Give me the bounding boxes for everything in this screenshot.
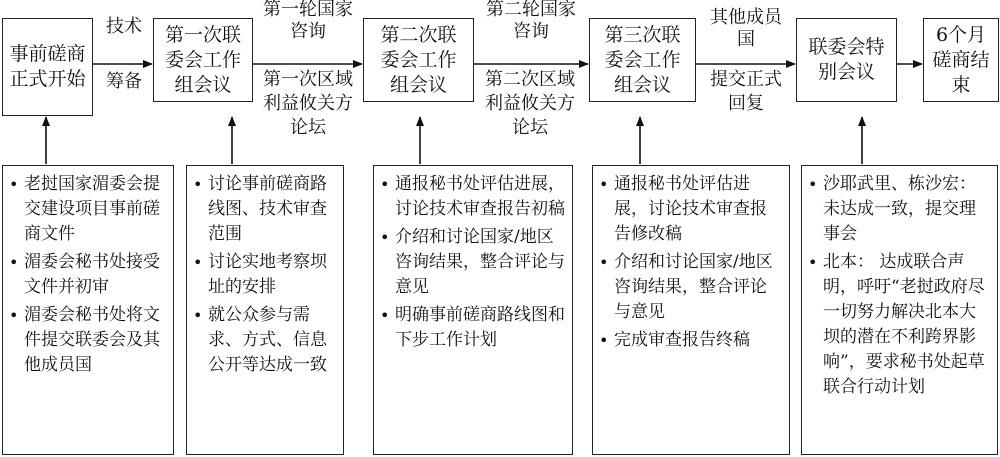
detail-list bbox=[193, 172, 337, 378]
detail-item: • 明确事前磋商路线图和下步工作计划 bbox=[380, 303, 566, 353]
detail-item: • 通报秘书处评估进展，讨论技术审查报告初稿 bbox=[380, 172, 566, 222]
detail-box-consultation-start bbox=[2, 165, 174, 455]
stage-label: 6个月磋商结束 bbox=[932, 23, 990, 96]
detail-item: • 讨论实地考察坝址的安排 bbox=[193, 250, 337, 300]
detail-box-second-meeting bbox=[373, 165, 573, 455]
stage-consultation-start bbox=[2, 18, 93, 116]
detail-item: • 老挝国家湄委会提交建设项目事前磋商文件 bbox=[9, 172, 167, 247]
transition-label-bottom: 提交正式回复 bbox=[710, 69, 782, 114]
detail-list bbox=[9, 172, 167, 378]
detail-item: • 通报秘书处评估进展，讨论技术审查报告修改稿 bbox=[599, 172, 783, 247]
detail-item: • 介绍和讨论国家/地区咨询结果，整合评论与意见 bbox=[599, 250, 783, 325]
transition-label-bottom: 第一次区域利益攸关方论坛 bbox=[263, 69, 353, 138]
transition-label-top: 技术 bbox=[106, 16, 142, 37]
detail-item: • 沙耶武里、栋沙宏：未达成一致，提交理事会 bbox=[808, 172, 991, 247]
detail-list bbox=[808, 172, 991, 400]
stage-consultation-end bbox=[923, 18, 999, 102]
stage-label: 第一次联委会工作组会议 bbox=[164, 23, 241, 96]
transition-label-top: 其他成员国 bbox=[710, 7, 782, 50]
stage-label: 联委会特别会议 bbox=[808, 36, 885, 83]
detail-item: • 湄委会秘书处接受文件并初审 bbox=[9, 250, 167, 300]
detail-item: • 湄委会秘书处将文件提交联委会及其他成员国 bbox=[9, 303, 167, 378]
detail-item: • 讨论事前磋商路线图、技术审查范围 bbox=[193, 172, 337, 247]
detail-list bbox=[380, 172, 566, 353]
stage-first-jc-working-group bbox=[153, 18, 253, 102]
detail-item: • 北本： 达成联合声明，呼吁“老挝政府尽一切努力解决北本大坝的潜在不利跨界影响”，要求秘书处起草联合行动计划 bbox=[808, 250, 991, 400]
transition-label-bottom: 筹备 bbox=[106, 71, 142, 92]
detail-item: • 介绍和讨论国家/地区咨询结果，整合评论与意见 bbox=[380, 225, 566, 300]
detail-item: • 就公众参与需求、方式、信息公开等达成一致 bbox=[193, 303, 337, 378]
stage-label: 第三次联委会工作组会议 bbox=[604, 23, 681, 96]
transition-label-top: 第二轮国家咨询 bbox=[486, 0, 576, 42]
transition-label-bottom: 第二次区域利益攸关方论坛 bbox=[485, 69, 575, 138]
detail-item: • 完成审查报告终稿 bbox=[599, 328, 783, 353]
stage-second-jc-working-group bbox=[363, 18, 474, 102]
stage-label: 第二次联委会工作组会议 bbox=[380, 23, 457, 96]
detail-list bbox=[599, 172, 783, 353]
transition-label-top: 第一轮国家咨询 bbox=[263, 0, 353, 42]
stage-third-jc-working-group bbox=[589, 18, 696, 102]
detail-box-third-meeting bbox=[592, 165, 790, 455]
detail-box-special-session bbox=[801, 165, 998, 455]
detail-box-first-meeting bbox=[186, 165, 344, 455]
stage-jc-special-session bbox=[796, 18, 897, 102]
stage-label: 事前磋商正式开始 bbox=[9, 43, 86, 90]
